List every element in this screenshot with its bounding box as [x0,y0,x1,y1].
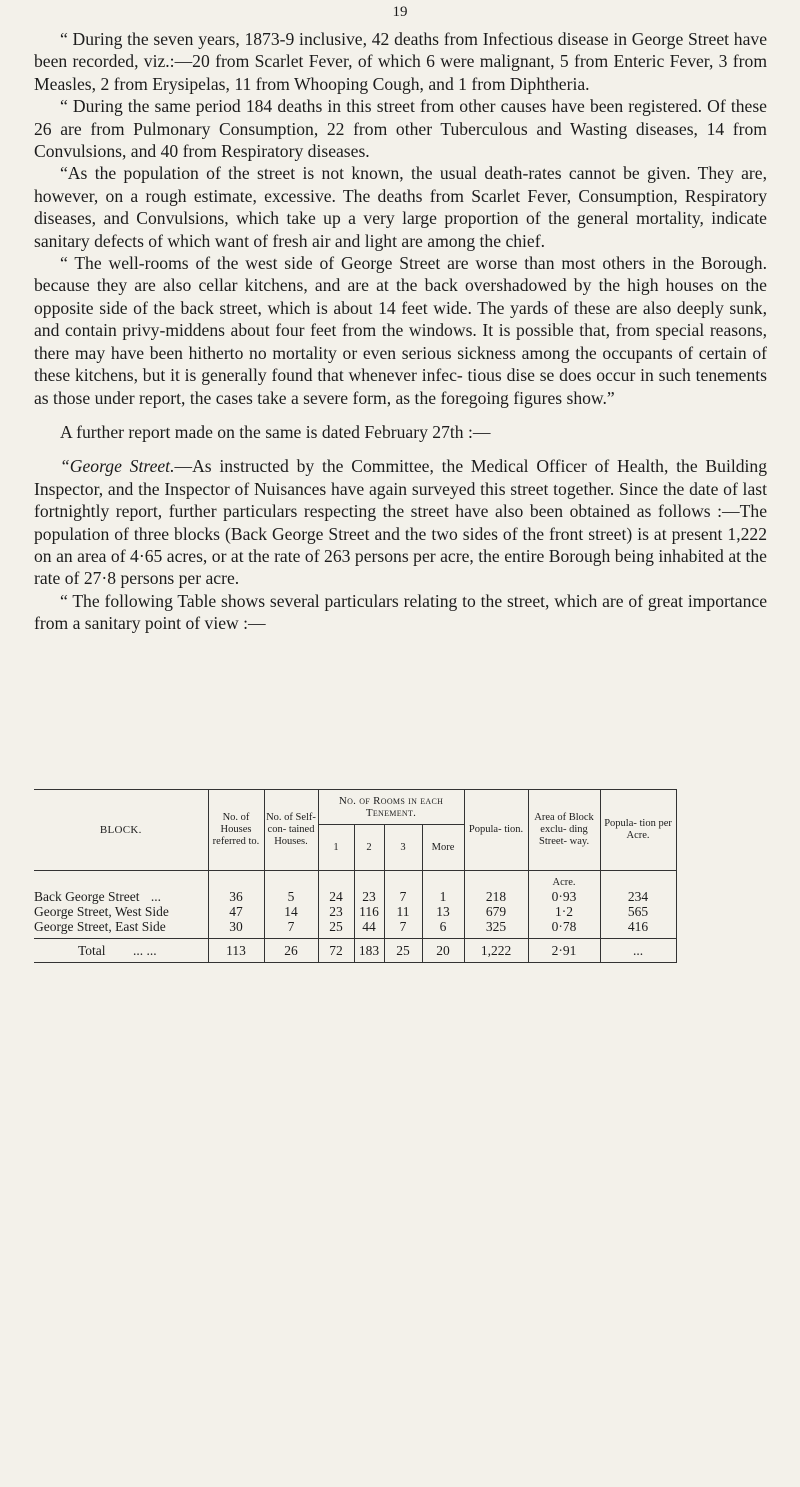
total-area: 2·91 [528,939,600,963]
cell-rooms-2: 44 [362,919,376,934]
cell-per-acre: 416 [627,919,649,934]
cell-self-contained: 5 [287,889,295,904]
cell-rooms-1: 24 [329,889,343,904]
cell-population: 679 [485,904,507,919]
row-leader-dots: ... [150,889,161,904]
header-rooms-3: 3 [384,825,422,871]
table-row [34,871,676,939]
cell-rooms-more: 6 [439,919,447,934]
total-houses: 113 [208,939,264,963]
block-statistics-table [34,789,677,963]
cell-houses: 36 [229,889,243,904]
total-rooms-1: 72 [318,939,354,963]
cell-rooms-more: 1 [439,889,447,904]
paragraph-infectious-deaths: “ During the seven years, 1873-9 inclusive, 42 deaths from Infectious disease in George Street have been recorded, viz.:—20 from Scarlet Fever, of which 6 were malignant, 5 from Enteric Fever, 3 from Measles, 2 from Erysipelas, 11 from Whooping Cough, and 1 from Diphtheria. [34,29,767,94]
row-block-name: George Street, West Side [34,904,169,919]
cell-rooms-1: 23 [329,904,343,919]
header-population: Popula- tion. [464,790,528,871]
header-area: Area of Block exclu- ding Street- way. [528,790,600,871]
cell-rooms-2: 23 [362,889,376,904]
total-per-acre: ... [600,939,676,963]
total-leader-dots: ... ... [132,943,157,958]
header-rooms-2: 2 [354,825,384,871]
header-block: BLOCK. [34,790,208,871]
area-unit-label: Acre. [552,877,576,888]
paragraph-death-rates: “As the population of the street is not known, the usual death-rates cannot be given. They are, however, on a rough estimate, excessive. The deaths from Scarlet Fever, Consumption, Respiratory diseases, and Convulsions, which take up a very large proportion of the general mortality, indicate sanitary defects of which want of fresh air and light are among the chief. [34,163,767,251]
cell-rooms-2: 116 [359,904,379,919]
row-block-name: George Street, East Side [34,919,166,934]
cell-area: 0·78 [551,919,577,934]
header-self-contained: No. of Self-con- tained Houses. [264,790,318,871]
cell-population: 325 [485,919,507,934]
cell-houses: 30 [229,919,243,934]
header-rooms-more: More [422,825,464,871]
cell-rooms-more: 13 [436,904,450,919]
total-self-contained: 26 [264,939,318,963]
cell-area: 1·2 [555,904,574,919]
total-rooms-more: 20 [422,939,464,963]
table-total-row [34,939,676,963]
cell-per-acre: 565 [627,904,649,919]
cell-rooms-3: 7 [399,919,407,934]
total-label: Total [78,943,106,958]
total-rooms-3: 25 [384,939,422,963]
total-rooms-2: 183 [354,939,384,963]
paragraph-george-street [34,455,767,589]
cell-population: 218 [485,889,507,904]
cell-houses: 47 [229,904,243,919]
paragraph-other-causes: “ During the same period 184 deaths in this street from other causes have been registered. Of these 26 are from Pulmonary Consumption, 22 from other Tuberculous and Wasting diseases, 14 from Convulsions, and 40 from Respiratory diseases. [34,96,767,162]
paragraph-table-intro: “ The following Table shows several particulars relating to the street, which are of great importance from a sanitary point of view :— [34,590,767,634]
header-rooms-group: No. of Rooms in each Tenement. [318,790,464,825]
george-street-heading: “George Street. [60,456,175,477]
total-population: 1,222 [464,939,528,963]
cell-self-contained: 14 [284,904,298,919]
row-block-name: Back George Street [34,889,140,904]
page-number: 19 [392,4,408,20]
header-rooms-1: 1 [318,825,354,871]
cell-rooms-3: 7 [399,889,407,904]
cell-self-contained: 7 [287,919,295,934]
george-street-text: —As instructed by the Committee, the Medical Officer of Health, the Building Inspector, and the Inspector of Nuisances have again surveyed this street together. Since the date of last fortnightly report, further particulars respecting the street have also been obtained as follows :—The population of three blocks (Back George Street and the two sides of the front street) is at present 1,222 on an area of 4·65 acres, or at the rate of 263 persons per acre, the entire Borough being inhabited at the rate of 27·8 persons per acre. [34,456,768,589]
cell-area: 0·93 [551,889,577,904]
cell-per-acre: 234 [627,889,649,904]
body-text [34,28,767,635]
paragraph-further-report: A further report made on the same is dated February 27th :— [60,421,491,442]
cell-rooms-3: 11 [396,904,410,919]
cell-rooms-1: 25 [329,919,343,934]
header-houses-referred: No. of Houses referred to. [208,790,264,871]
paragraph-well-rooms: “ The well-rooms of the west side of George Street are worse than most others in the Borough. because they are also cellar kitchens, and are at the back overshadowed by the high houses on the opposite side of the back street, which is about 14 feet wide. The yards of these are also deeply sunk, and contain privy-middens about four feet from the windows. It is possible that, from special reasons, there may have been hitherto no mortality or even serious sickness among the occupants of certain of these kitchens, but it is generally found that whenever infec- tious dise se does occur in such tenements as those under report, the cases take a severe form, as the foregoing figures show.” [34,253,767,408]
header-per-acre: Popula- tion per Acre. [600,790,676,871]
